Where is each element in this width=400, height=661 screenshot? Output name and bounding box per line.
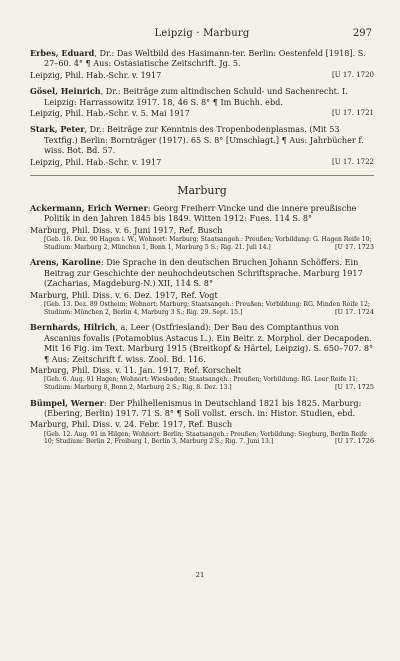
bibliography-entry [30,398,374,446]
entry-text: , Dr.: Beiträge zum altindischen Schuld- und Sachenrecht. I. Leipzig: Harrassowitz 1917. 18, 46 S. 8° ¶ Im Buchh. ebd. [44,86,348,107]
author-name: Gösel, Heinrich [30,86,101,97]
section-heading: Marburg [30,175,374,197]
bibliography-entry [30,48,374,80]
entry-text: , a. Leer (Ostfriesland): Der Bau des Comptanthus von Ascanius fovalis (Potamobius Astacus L.). Ein Beitr. z. Morphol. der Decapoden. Mit 16 Fig. im Text. Marburg 1915 (Breitkopf & Härtel, Leipzig). S. 650–707. 8° ¶ Aus: Zeitschrift f. wiss. Zool. Bd. 116. [44,322,374,364]
entry-number: [U 17. 1721 [331,109,374,118]
running-title: Leipzig · Marburg [154,28,250,39]
page-number: 297 [352,28,372,39]
biographical-note [30,301,374,316]
degree-line [30,225,374,235]
entry-text: , Dr.: Beiträge zur Kenntnis des Tropenbodenplasmas. (Mit 53 Textfig.) Berlin: Bornträger (1917). 65 S. 8° [Umschlagt.] ¶ Aus: Jahrbücher f. wiss. Bot. Bd. 57. [44,124,364,156]
degree-line [30,157,374,167]
signature-mark: 21 [195,571,205,579]
author-name: Erbes, Eduard [30,48,95,58]
degree-text: Marburg, Phil. Diss. v. 24. Febr. 1917, Ref. Busch [30,419,233,430]
note-text: [Geb. 12. Aug. 91 in Hilgen; Wohnort: Berlin; Staatsangeh.: Preußen; Vorbildung: Siegburg, Berlin Reife 10; Studium: Berlin 2, Freiburg 1, Berlin 3, Marburg 2 S.; Rig. 7. Juni 13.] [44,430,367,446]
degree-text: Marburg, Phil. Diss. v. 6. Dez. 1917, Ref. Vogt [30,289,218,300]
note-text: [Geb. 16. Dez. 90 Hagen i. W.; Wohnort: Marburg; Staatsangeh.: Preußen; Vorbildung: G. Hagen Reife 10; Studium: Marburg 2, München 1, Bonn 1, Marburg 5 S.; Rig. 21. Juli 14.] [44,236,372,251]
entry-text: : Georg Freiherr Vincke und die innere preußische Politik in den Jahren 1845 bis 1849. Witten 1912: Fues. 114 S. 8° [44,203,357,224]
degree-line [30,70,374,80]
bibliography-entry [30,86,374,118]
author-name: Ackermann, Erich Werner [30,203,148,214]
degree-text: Marburg, Phil. Diss. v. 6. Juni 1917, Ref. Busch [30,224,223,235]
entry-number: [U 17. 1720 [331,70,374,79]
note-text: [Geb. 6. Aug. 91 Hagen; Wohnort: Wiesbaden; Staatsangeh.: Preußen; Vorbildung: RG. Leer Reife 11; Studium: Marburg 8, Bonn 2, Marburg 2 S.; Rig. 8. Dez. 13.] [44,376,359,391]
entry-number: [U 17. 1723 [334,242,374,251]
degree-line [30,365,374,375]
entry-text: , Dr.: Das Weltbild des Hasimann-ter. Berlin: Oestenfeld [1918]. S. 27–60. 4° ¶ Aus: Ostasiatische Zeitschrift. Jg. 5. [44,48,366,69]
biographical-note [30,376,374,391]
entry-number: [U 17. 1726 [334,437,374,446]
entry-number: [U 17. 1724 [334,307,374,316]
entry-text: : Die Sprache in den deutschen Bruchen Johann Schöffers. Ein Beitrag zur Geschichte der neuhochdeutschen Schriftsprache. Marburg 1917 (Zacharias, Magdeburg-N.) XII, 114 S. 8° [44,257,363,289]
author-name: Arens, Karoline [30,257,101,268]
author-name: Bernhards, Hilrich [30,322,116,333]
page-header [30,28,374,42]
degree-text: Leipzig, Phil. Hab.-Schr. v. 1917 [30,69,162,80]
degree-text: Leipzig, Phil. Hab.-Schr. v. 1917 [30,156,162,167]
bibliography-entry [30,203,374,251]
degree-text: Leipzig, Phil. Hab.-Schr. v. 5. Mai 1917 [30,108,190,119]
degree-line [30,290,374,300]
author-name: Stark, Peter [30,124,85,135]
entry-number: [U 17. 1722 [331,157,374,166]
biographical-note [30,236,374,251]
note-text: [Geb. 13. Dez. 89 Ostheim; Wohnort: Marburg; Staatsangeh.: Preußen; Vorbildung: RG. Minden Reife 12; Studium: München 2, Berlin 4, Marburg 3 S.; Rig. 29. Sept. 15.] [44,301,370,316]
biographical-note [30,431,374,446]
entry-number: [U 17. 1725 [334,382,374,391]
degree-text: Marburg, Phil. Diss. v. 11. Jan. 1917, Ref. Korschelt [30,364,242,375]
degree-line [30,108,374,118]
bibliography-entry [30,257,374,316]
bibliography-entry [30,322,374,391]
degree-line [30,419,374,429]
author-name: Bümpel, Werner [30,397,104,408]
bibliography-entry [30,124,374,167]
entry-text: : Der Philhellenismus in Deutschland 1821 bis 1825. Marburg: (Ebering, Berlin) 1917. 71 S. 8° ¶ Soll vollst. ersch. in: Histor. Studien, ebd. [44,397,362,418]
